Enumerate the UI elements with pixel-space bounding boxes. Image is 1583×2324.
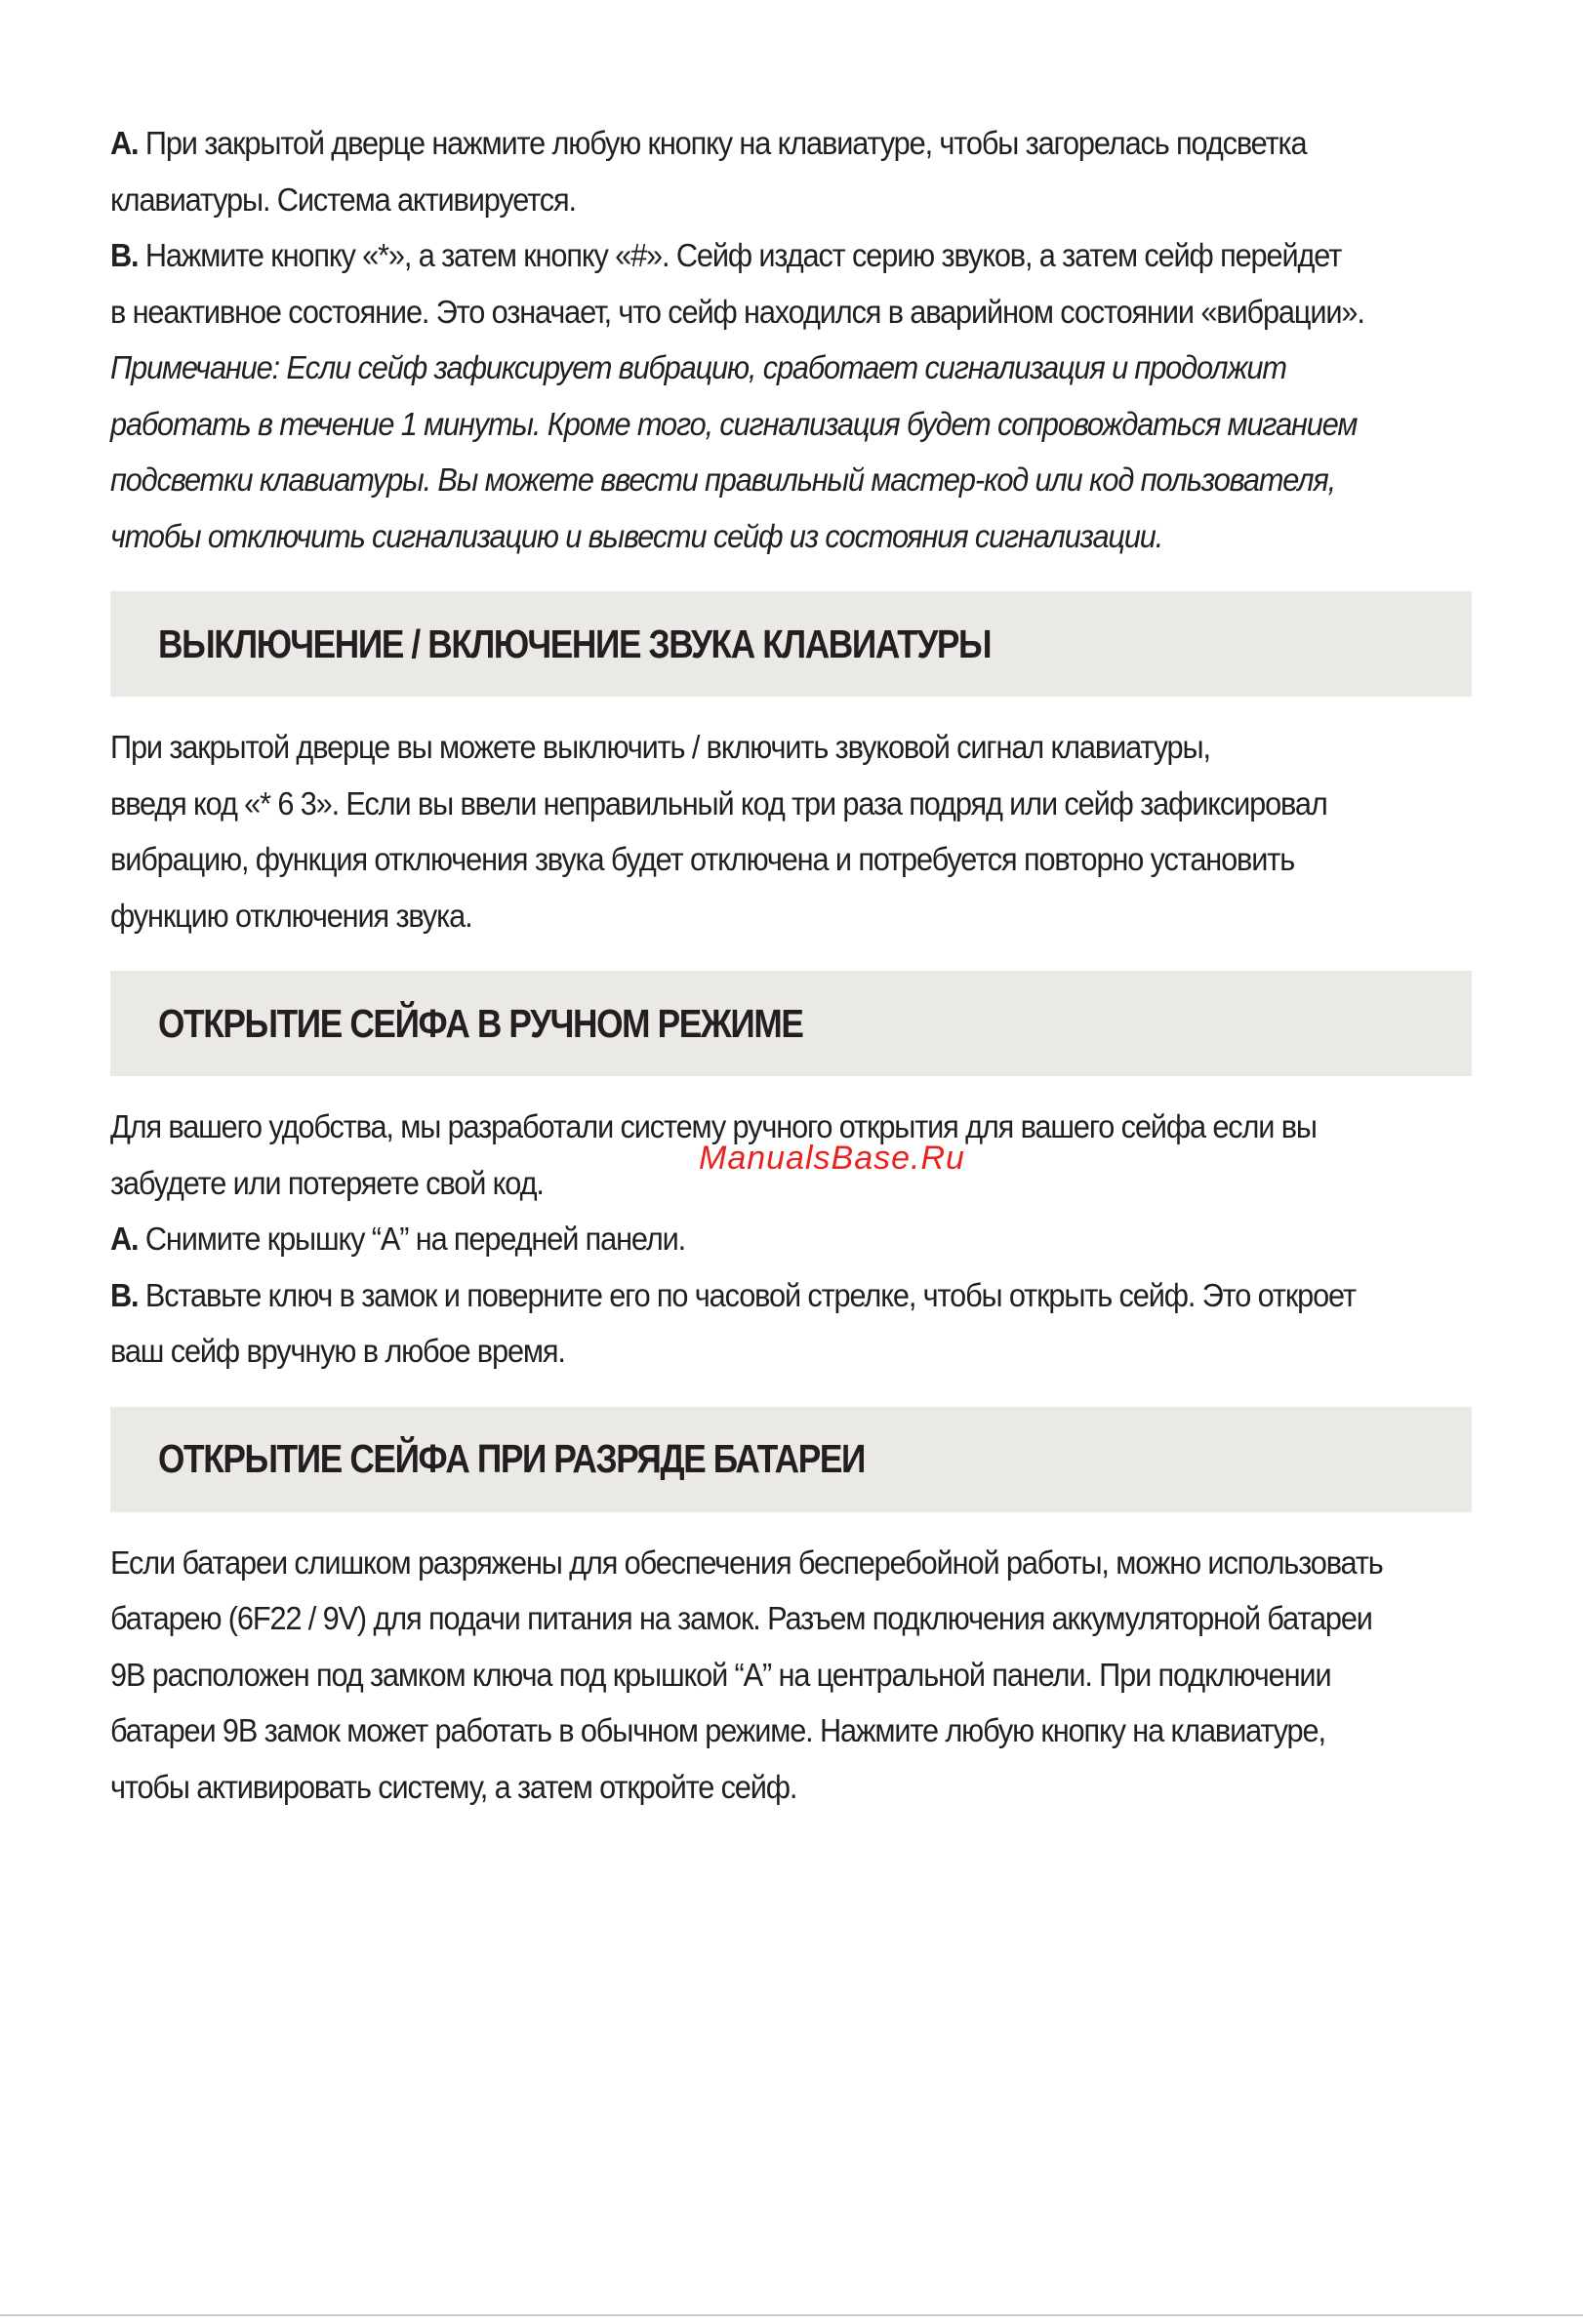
paragraph-line: батареи 9B замок может работать в обычном режиме. Нажмите любую кнопку на клавиатуре, <box>110 1712 1325 1748</box>
manual-page <box>110 115 1472 1815</box>
step-b-label: B. <box>110 237 139 273</box>
section-title-sound: ВЫКЛЮЧЕНИЕ / ВКЛЮЧЕНИЕ ЗВУКА КЛАВИАТУРЫ <box>158 621 992 666</box>
section-body-battery <box>110 1535 1472 1816</box>
step-a-label: A. <box>110 125 139 161</box>
step-a-line <box>110 115 1376 172</box>
section-title-battery: ОТКРЫТИЕ СЕЙФА ПРИ РАЗРЯДЕ БАТАРЕИ <box>158 1436 865 1481</box>
step-a-text: При закрытой дверце нажмите любую кнопку на клавиатуре, чтобы загорелась подсветка <box>138 125 1307 161</box>
paragraph-line: забудете или потеряете свой код. <box>110 1164 544 1201</box>
paragraph-line: батарею (6F22 / 9V) для подачи питания на замок. Разъем подключения аккумуляторной батареи <box>110 1600 1372 1636</box>
section-header-manual <box>110 971 1472 1076</box>
paragraph-line: вибрацию, функция отключения звука будет отключена и потребуется повторно установить <box>110 841 1295 877</box>
note-line-2: работать в течение 1 минуты. Кроме того, сигнализация будет сопровождаться миганием <box>110 405 1358 442</box>
step-a-line-2: клавиатуры. Система активируется. <box>110 180 576 218</box>
manual-step-b-line <box>110 1267 1376 1324</box>
manual-step-b-label: B. <box>110 1276 139 1313</box>
manual-step-a-line <box>110 1211 1376 1267</box>
watermark-text: ManualsBase.Ru <box>699 1140 965 1177</box>
note-line-3: подсветки клавиатуры. Вы можете ввести правильный мастер-код или код пользователя, <box>110 461 1336 498</box>
paragraph-line: Если батареи слишком разряжены для обеспечения бесперебойной работы, можно использовать <box>110 1543 1383 1581</box>
paragraph-line: введя код «* 6 3». Если вы ввели неправильный код три раза подряд или сейф зафиксировал <box>110 784 1327 821</box>
paragraph-line: функцию отключения звука. <box>110 897 472 934</box>
section-header-sound <box>110 591 1472 697</box>
note-line-1: Примечание: Если сейф зафиксирует вибрацию, сработает сигнализация и продолжит <box>110 349 1286 385</box>
step-b-line-2: в неактивное состояние. Это означает, что сейф находился в аварийном состоянии «вибрации». <box>110 293 1364 330</box>
manual-step-a-label: A. <box>110 1221 139 1257</box>
paragraph-line: Для вашего удобства, мы разработали систему ручного открытия для вашего сейфа если вы <box>110 1108 1317 1144</box>
section-body-sound <box>110 719 1472 943</box>
step-b-text: Нажмите кнопку «*», а затем кнопку «#». Сейф издаст серию звуков, а затем сейф перейдет <box>138 237 1342 273</box>
section-header-battery <box>110 1407 1472 1512</box>
section-title-manual: ОТКРЫТИЕ СЕЙФА В РУЧНОМ РЕЖИМЕ <box>158 1000 803 1046</box>
manual-step-b-text: Вставьте ключ в замок и поверните его по часовой стрелке, чтобы открыть сейф. Это откроет <box>138 1276 1356 1313</box>
step-b-line <box>110 227 1376 284</box>
paragraph-line: 9B расположен под замком ключа под крышкой “A” на центральной панели. При подключении <box>110 1656 1331 1693</box>
paragraph-line: При закрытой дверце вы можете выключить / включить звуковой сигнал клавиатуры, <box>110 729 1210 765</box>
note-line-4: чтобы отключить сигнализацию и вывести сейф из состояния сигнализации. <box>110 517 1163 554</box>
manual-step-a-text: Снимите крышку “A” на передней панели. <box>138 1221 686 1257</box>
manual-step-b-line-2: ваш сейф вручную в любое время. <box>110 1333 565 1369</box>
page-bottom-rule <box>0 2314 1583 2316</box>
intro-block <box>110 115 1472 564</box>
paragraph-line: чтобы активировать систему, а затем откройте сейф. <box>110 1768 797 1805</box>
